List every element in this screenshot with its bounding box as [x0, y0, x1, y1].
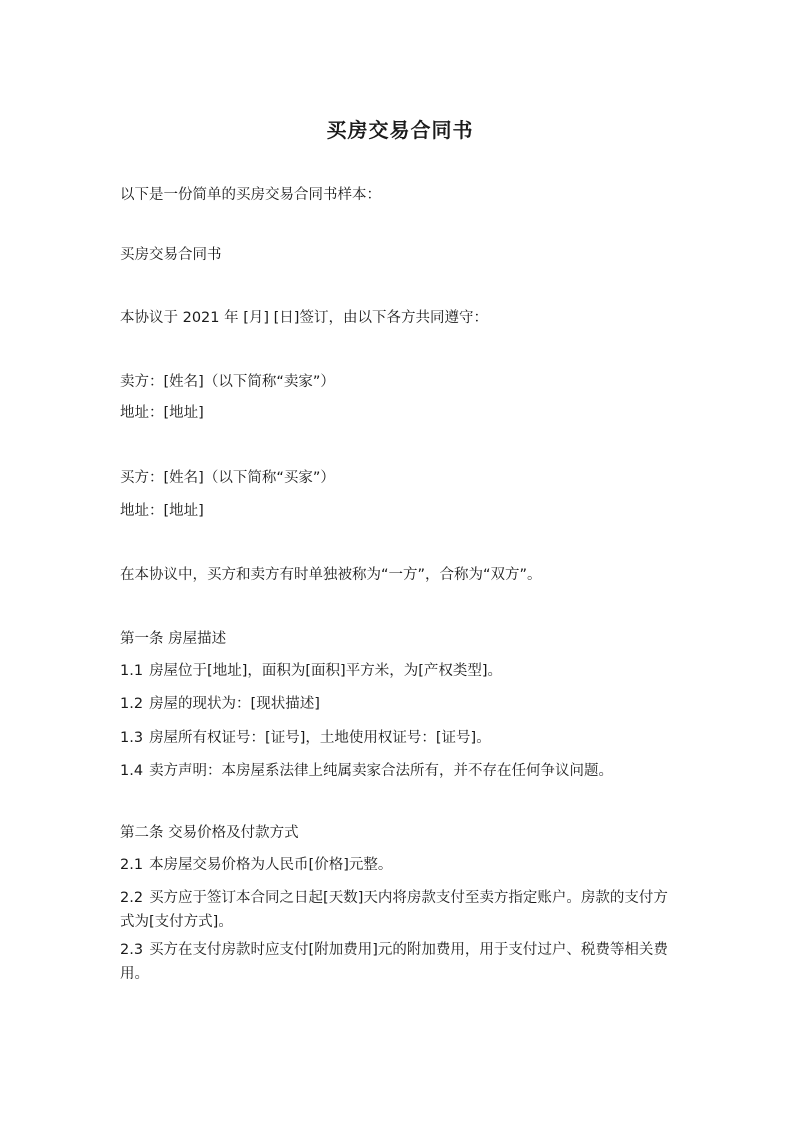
- agreement-line: 本协议于 2021 年 [月] [日]签订，由以下各方共同遵守：: [120, 310, 488, 326]
- item-text: 本房屋交易价格为人民币[价格]元整。: [149, 857, 393, 873]
- parties-note: 在本协议中，买方和卖方有时单独被称为“一方”，合称为“双方”。: [120, 567, 542, 583]
- item-number: 1.1: [120, 663, 144, 679]
- buyer-address-line: 地址：[地址]: [120, 503, 204, 519]
- item-text: 买方在支付房款时应支付[附加费用]元的附加费用，用于支付过户、税费等相关费用。: [120, 942, 668, 982]
- item-number: 2.3: [120, 942, 144, 958]
- article1-item: [120, 726, 680, 750]
- item-text: 买方应于签订本合同之日起[天数]天内将房款支付至卖方指定账户。房款的支付方式为[支付方式]。: [120, 890, 668, 930]
- item-text: 房屋位于[地址]，面积为[面积]平方米，为[产权类型]。: [149, 663, 503, 679]
- article2-heading: 第二条 交易价格及付款方式: [120, 825, 299, 841]
- article1-item: [120, 659, 680, 683]
- item-number: 1.4: [120, 763, 144, 779]
- item-number: 1.3: [120, 730, 144, 746]
- article2-item: [120, 853, 680, 877]
- subtitle-text: 买房交易合同书: [120, 247, 222, 263]
- seller-address-line: 地址：[地址]: [120, 405, 204, 421]
- article1-item: [120, 692, 680, 716]
- item-number: 1.2: [120, 696, 144, 712]
- article2-item: [120, 938, 680, 986]
- seller-name-line: 卖方：[姓名]（以下简称“卖家”）: [120, 374, 335, 390]
- item-text: 房屋所有权证号：[证号]，土地使用权证号：[证号]。: [149, 730, 491, 746]
- buyer-name-line: 买方：[姓名]（以下简称“买家”）: [120, 470, 335, 486]
- article2-item: [120, 886, 680, 934]
- article1-item: [120, 759, 680, 783]
- item-text: 卖方声明：本房屋系法律上纯属卖家合法所有，并不存在任何争议问题。: [149, 763, 614, 779]
- item-number: 2.2: [120, 890, 144, 906]
- item-number: 2.1: [120, 857, 144, 873]
- intro-text: 以下是一份简单的买房交易合同书样本：: [120, 187, 381, 203]
- item-text: 房屋的现状为：[现状描述]: [149, 696, 320, 712]
- article1-heading: 第一条 房屋描述: [120, 631, 227, 647]
- document-title: 买房交易合同书: [326, 118, 474, 142]
